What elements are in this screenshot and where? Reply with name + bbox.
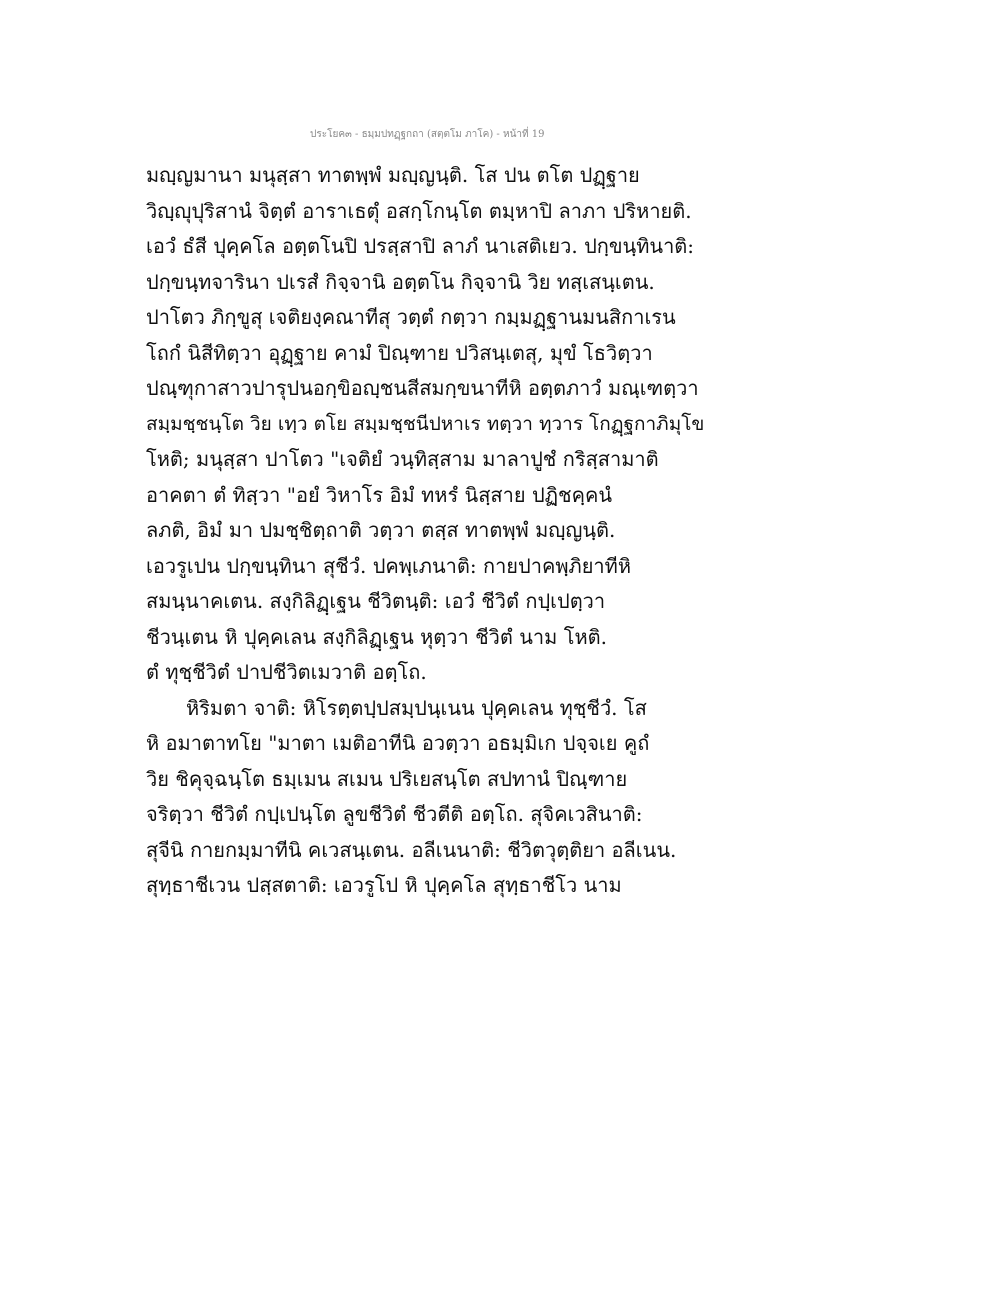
text-line: วิย ชิคุจฺฉนฺโต ธมฺเมน สเมน ปริเยสนฺโต สปทานํ ปิณฺฑาย bbox=[146, 766, 628, 791]
text-line: โหติ; มนุสฺสา ปาโตว "เจติยํ วนฺทิสฺสาม มาลาปูชํ กริสฺสามาติ bbox=[146, 447, 659, 471]
text-line: มญฺญมานา มนุสฺสา ทาตพฺพํ มญฺญนฺติ. โส ปน ตโต ปฏฺฐาย bbox=[146, 163, 640, 187]
text-line: จริตฺวา ชีวิตํ กปฺเปนฺโต ลูขชีวิตํ ชีวตีติ อตฺโถ. สุจิคเวสินาติ: bbox=[146, 802, 643, 826]
body-text bbox=[146, 158, 706, 904]
text-line: ตํ ทุชฺชีวิตํ ปาปชีวิตเมวาติ อตฺโถ. bbox=[146, 660, 427, 684]
text-line: วิญฺญุปุริสานํ จิตฺตํ อาราเธตุํ อสกฺโกนฺโต ตมฺหาปิ ลาภา ปริหายติ. bbox=[146, 198, 692, 223]
text-line: ปณฺฑุกาสาวปารุปนอกฺขิอญฺชนสีสมกฺขนาทีหิ อตฺตภาวํ มณฺเฑตฺวา bbox=[146, 376, 699, 400]
text-line: สมนฺนาคเตน. สงฺกิลิฏฺเฐน ชีวิตนฺติ: เอวํ ชีวิตํ กปฺเปตฺวา bbox=[146, 589, 606, 613]
text-line: สุจีนิ กายกมฺมาทีนิ คเวสนฺเตน. อลีเนนาติ: ชีวิตวุตฺติยา อลีเนน. bbox=[146, 837, 677, 862]
text-line: ปาโตว ภิกฺขูสุ เจติยงฺคณาทีสุ วตฺตํ กตฺวา กมฺมฏฺฐานมนสิกาเรน bbox=[146, 305, 676, 329]
text-line: ลภติ, อิมํ มา ปมชฺชิตฺถาติ วตฺวา ตสฺส ทาตพฺพํ มญฺญนฺติ. bbox=[146, 518, 616, 542]
text-line: ชีวนฺเตน หิ ปุคฺคเลน สงฺกิลิฏฺเฐน หุตฺวา ชีวิตํ นาม โหติ. bbox=[146, 624, 607, 649]
text-line: หิ อมาตาทโย "มาตา เมติอาทีนิ อวตฺวา อธมฺมิเก ปจฺจเย คูถํ bbox=[146, 731, 650, 755]
page-header: ประโยค๓ - ธมฺมปทฏฺฐกถา (สตฺตโม ภาโค) - หน้าที่ 19 bbox=[310, 129, 545, 140]
text-line: เอวํ ธํสี ปุคฺคโล อตฺตโนปิ ปรสฺสาปิ ลาภํ นาเสติเยว. ปกฺขนฺทินาติ: bbox=[146, 234, 695, 258]
text-line: สมฺมชฺชนฺโต วิย เทฺว ตโย สมฺมชฺชนีปหาเร ทตฺวา ทฺวาร โกฏฺฐกาภิมุโข bbox=[146, 412, 705, 435]
text-line: อาคตา ตํ ทิสฺวา "อยํ วิหาโร อิมํ ทหรํ นิสฺสาย ปฏิชคฺคนํ bbox=[146, 482, 613, 507]
text-line: เอวรูเปน ปกฺขนฺทินา สุชีวํ. ปคพฺเภนาติ: กายปาคพฺภิยาทีหิ bbox=[146, 553, 632, 578]
text-line: ปกฺขนฺทจารินา ปเรสํ กิจฺจานิ อตฺตโน กิจฺจานิ วิย ทสฺเสนฺเตน. bbox=[146, 269, 655, 294]
paragraph-first-line: หิริมตา จาติ: หิโรตฺตปฺปสมฺปนฺเนน ปุคฺคเลน ทุชฺชีวํ. โส bbox=[186, 695, 647, 720]
text-line: โถกํ นิสีทิตฺวา อุฏฺฐาย คามํ ปิณฺฑาย ปวิสนฺเตสุ, มุขํ โธวิตฺวา bbox=[146, 340, 653, 365]
text-line: สุทฺธาชีเวน ปสฺสตาติ: เอวรูโป หิ ปุคฺคโล สุทฺธาชีโว นาม bbox=[146, 873, 622, 897]
